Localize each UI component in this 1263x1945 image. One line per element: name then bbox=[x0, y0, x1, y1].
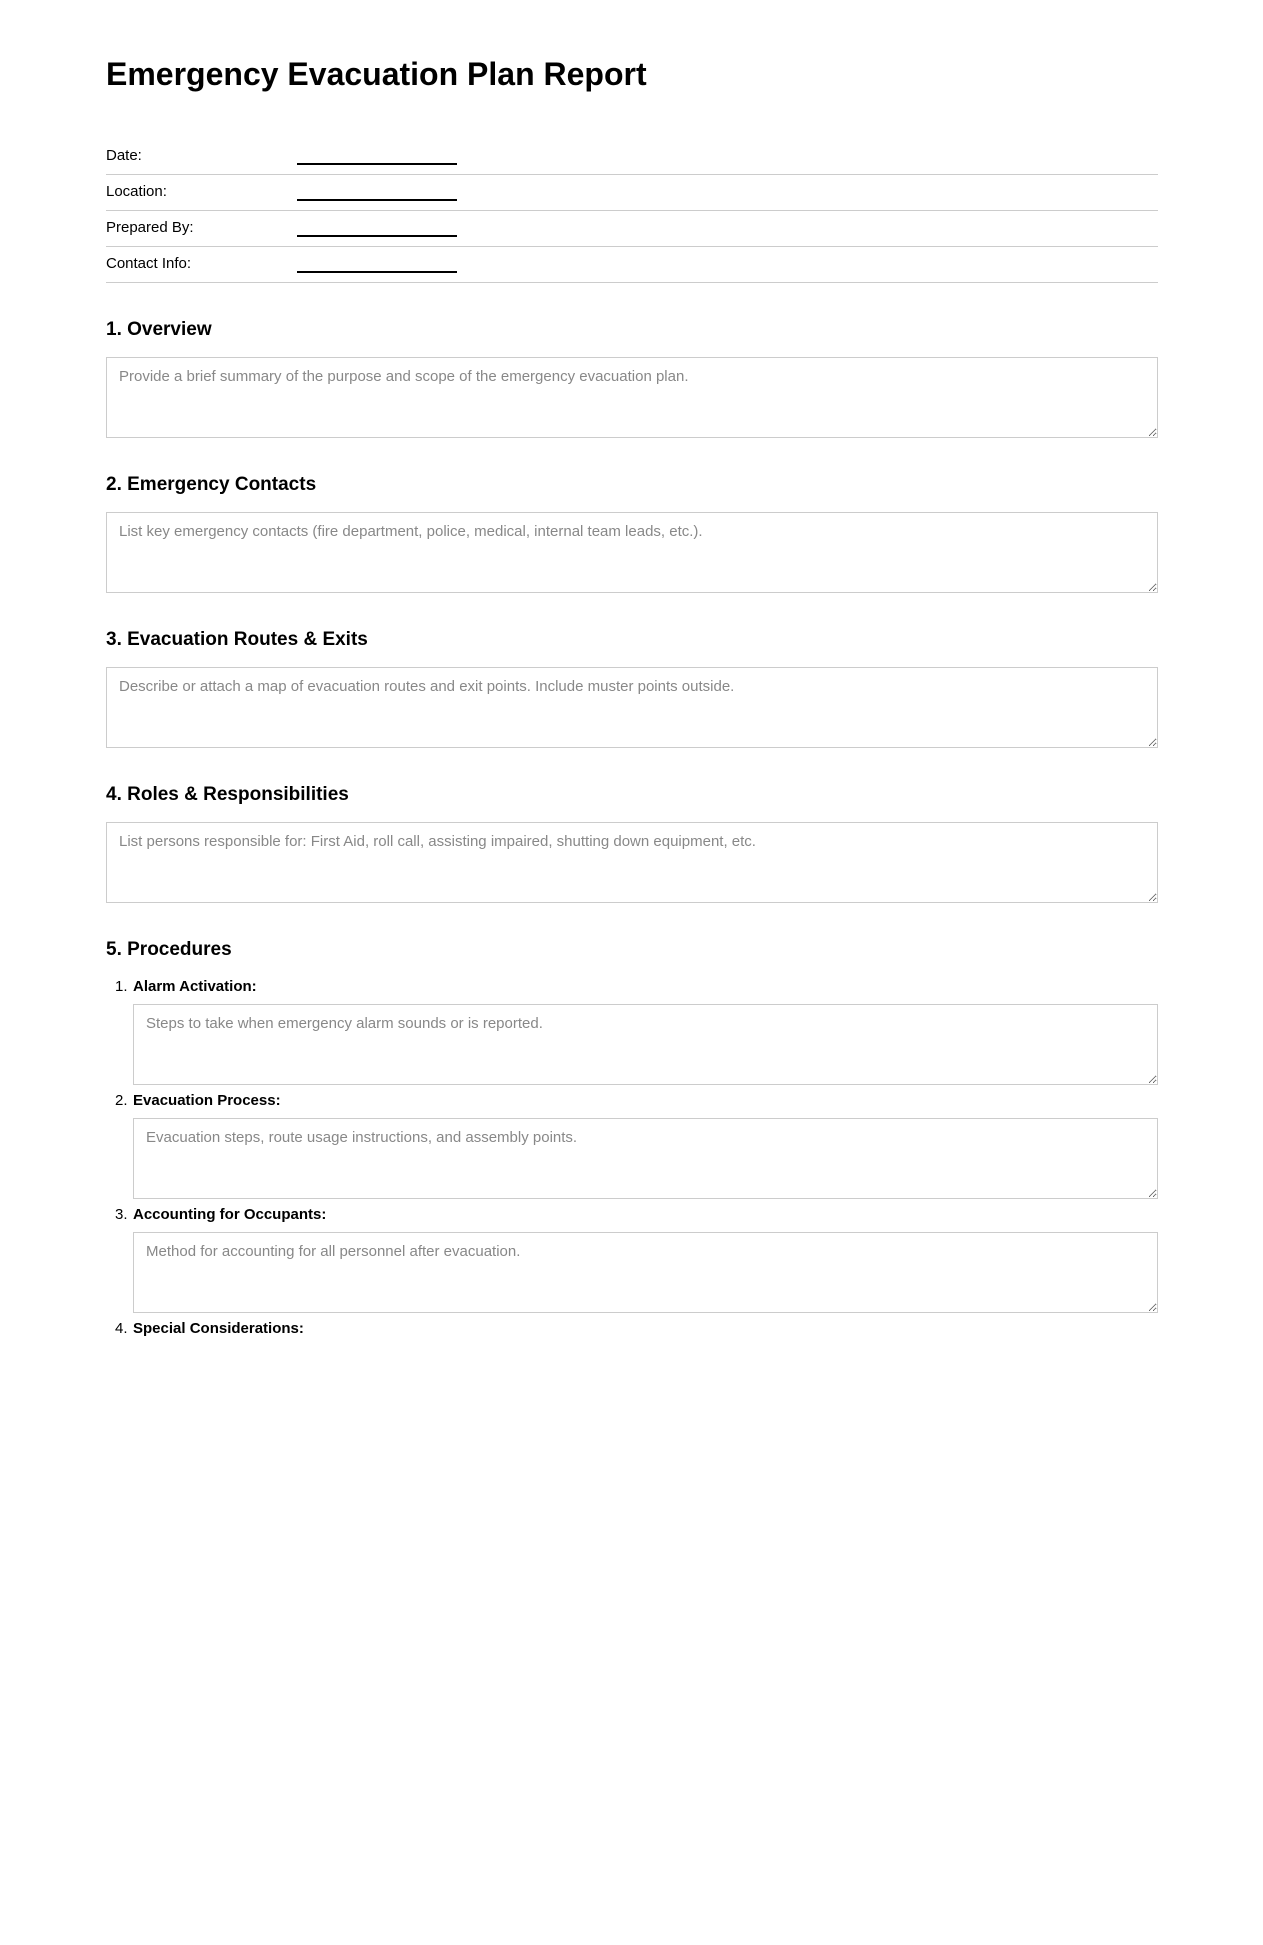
meta-table bbox=[106, 139, 1158, 283]
procedure-item-alarm-activation bbox=[115, 977, 1158, 1085]
procedure-item-label: Evacuation Process: bbox=[133, 1092, 281, 1109]
procedure-item-evacuation-process bbox=[115, 1091, 1158, 1199]
procedure-item-label: Accounting for Occupants: bbox=[133, 1206, 327, 1223]
procedure-item-number: 4. bbox=[115, 1320, 128, 1337]
meta-row-contact-info bbox=[106, 247, 1158, 283]
page-title: Emergency Evacuation Plan Report bbox=[106, 56, 647, 92]
procedure-item-number: 1. bbox=[115, 978, 128, 995]
fill-in-line-date bbox=[297, 149, 457, 165]
accounting-occupants-textarea[interactable] bbox=[133, 1232, 1158, 1313]
procedure-item-number: 3. bbox=[115, 1206, 128, 1223]
meta-row-prepared-by bbox=[106, 211, 1158, 247]
procedure-item-special-considerations bbox=[115, 1319, 1158, 1338]
section-heading-overview: 1. Overview bbox=[106, 319, 212, 340]
meta-label-contact-info: Contact Info: bbox=[106, 255, 192, 272]
procedures-list bbox=[106, 977, 1158, 1338]
procedure-item-label: Alarm Activation: bbox=[133, 978, 257, 995]
procedure-item-accounting-occupants bbox=[115, 1205, 1158, 1313]
overview-textarea[interactable] bbox=[106, 357, 1158, 438]
meta-label-date: Date: bbox=[106, 147, 142, 164]
procedure-item-number: 2. bbox=[115, 1092, 128, 1109]
roles-responsibilities-textarea[interactable] bbox=[106, 822, 1158, 903]
meta-label-location: Location: bbox=[106, 183, 167, 200]
section-heading-evacuation-routes: 3. Evacuation Routes & Exits bbox=[106, 629, 368, 650]
evacuation-process-textarea[interactable] bbox=[133, 1118, 1158, 1199]
fill-in-line-contact-info bbox=[297, 257, 457, 273]
evacuation-routes-textarea[interactable] bbox=[106, 667, 1158, 748]
meta-row-location bbox=[106, 175, 1158, 211]
meta-row-date bbox=[106, 139, 1158, 175]
meta-label-prepared-by: Prepared By: bbox=[106, 219, 194, 236]
section-heading-roles-responsibilities: 4. Roles & Responsibilities bbox=[106, 784, 349, 805]
fill-in-line-location bbox=[297, 185, 457, 201]
fill-in-line-prepared-by bbox=[297, 221, 457, 237]
emergency-contacts-textarea[interactable] bbox=[106, 512, 1158, 593]
section-heading-emergency-contacts: 2. Emergency Contacts bbox=[106, 474, 317, 495]
alarm-activation-textarea[interactable] bbox=[133, 1004, 1158, 1085]
procedure-item-label: Special Considerations: bbox=[133, 1320, 304, 1337]
section-heading-procedures: 5. Procedures bbox=[106, 939, 232, 960]
